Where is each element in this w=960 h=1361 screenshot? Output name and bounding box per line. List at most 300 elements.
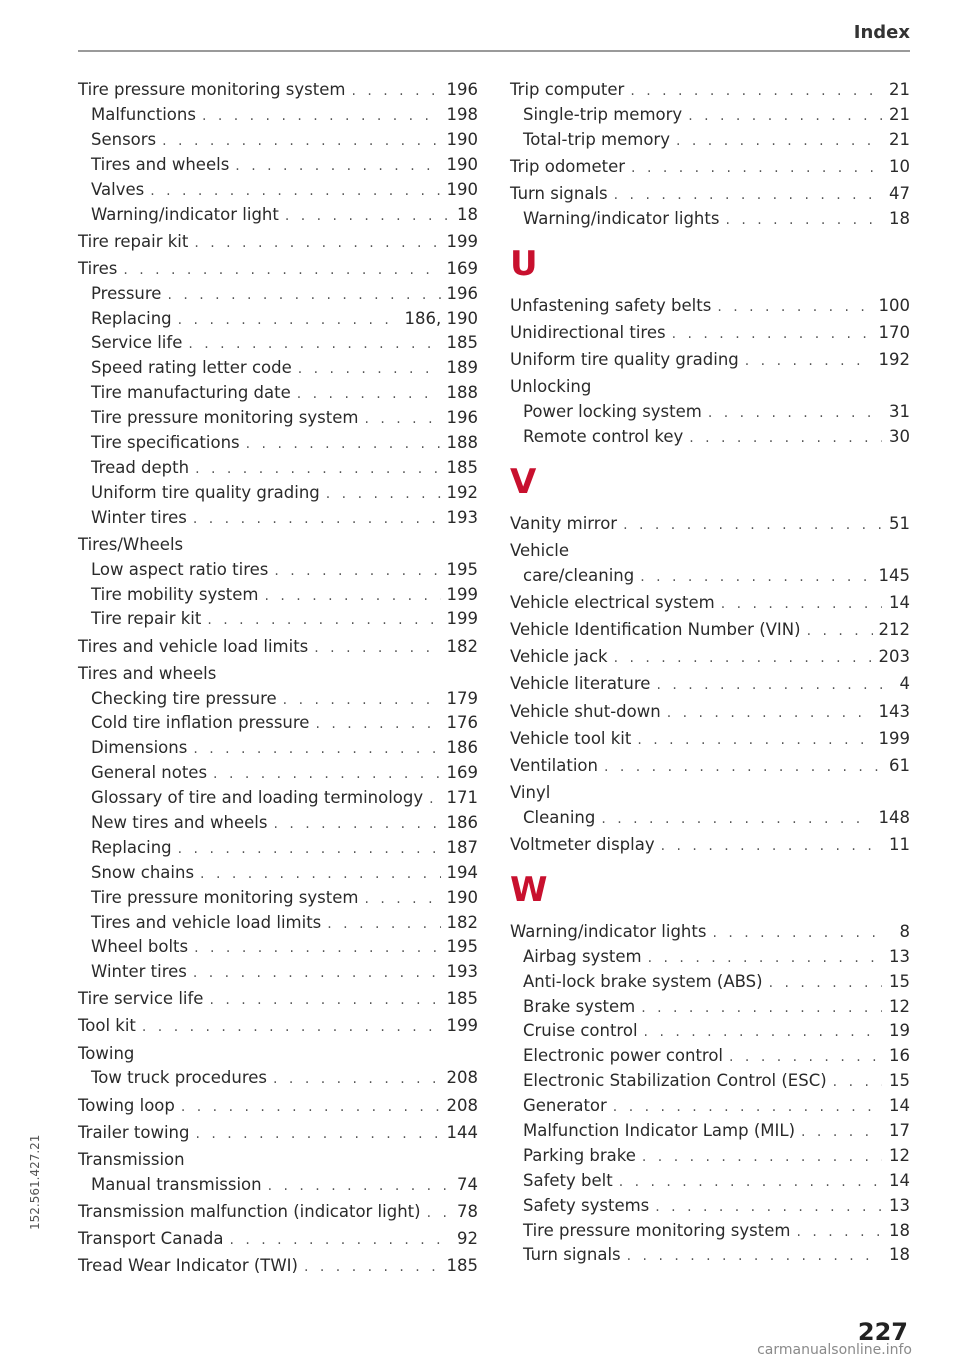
index-term: Power locking system bbox=[523, 402, 702, 422]
dot-leader bbox=[613, 1095, 882, 1120]
index-term: Trip computer bbox=[510, 80, 625, 100]
index-page-ref: 208 bbox=[446, 1068, 478, 1088]
dot-leader bbox=[364, 407, 440, 432]
dot-leader bbox=[627, 1244, 882, 1269]
index-page-ref: 193 bbox=[446, 962, 478, 982]
index-term: Turn signals bbox=[510, 184, 608, 204]
index-term: Tires and vehicle load limits bbox=[78, 636, 309, 656]
index-entry bbox=[78, 531, 478, 558]
dot-leader bbox=[655, 1195, 882, 1220]
index-term: Unlocking bbox=[510, 377, 592, 397]
dot-leader bbox=[265, 584, 441, 609]
index-page-ref: 189 bbox=[446, 358, 478, 378]
index-term: Tire pressure monitoring system bbox=[523, 1220, 791, 1240]
index-page-ref: 196 bbox=[446, 408, 478, 428]
index-subentry bbox=[510, 1019, 910, 1044]
index-term: Tire pressure monitoring system bbox=[91, 408, 359, 428]
index-term: Warning/indicator light bbox=[91, 204, 279, 224]
index-term: Tire specifications bbox=[91, 433, 240, 453]
index-page-ref: 199 bbox=[878, 728, 910, 748]
index-term: Generator bbox=[523, 1096, 607, 1116]
index-term: Airbag system bbox=[523, 946, 642, 966]
index-page-ref: 11 bbox=[889, 834, 910, 854]
index-term: Low aspect ratio tires bbox=[91, 559, 269, 579]
index-entry bbox=[78, 659, 478, 686]
index-page-ref: 31 bbox=[889, 402, 910, 422]
index-subentry bbox=[78, 861, 478, 886]
index-term: care/cleaning bbox=[523, 566, 635, 586]
index-term: Tires and wheels bbox=[78, 663, 217, 683]
dot-leader bbox=[207, 608, 440, 633]
index-entry bbox=[510, 346, 910, 373]
dot-leader bbox=[195, 1122, 440, 1147]
index-page-ref: 190 bbox=[446, 129, 478, 149]
index-term: Tire mobility system bbox=[91, 584, 259, 604]
index-subentry bbox=[78, 381, 478, 406]
dot-leader bbox=[167, 283, 440, 308]
dot-leader bbox=[193, 737, 440, 762]
dot-leader bbox=[162, 129, 440, 154]
index-page-ref: 15 bbox=[889, 971, 910, 991]
index-page-ref: 78 bbox=[457, 1201, 478, 1221]
index-term: Tire manufacturing date bbox=[91, 383, 291, 403]
index-page-ref: 15 bbox=[889, 1071, 910, 1091]
dot-leader bbox=[246, 432, 441, 457]
dot-leader bbox=[637, 728, 872, 753]
index-subentry bbox=[78, 583, 478, 608]
index-subentry bbox=[78, 761, 478, 786]
index-term: Winter tires bbox=[91, 962, 187, 982]
index-page-ref: 203 bbox=[878, 647, 910, 667]
index-term: Tread Wear Indicator (TWI) bbox=[78, 1255, 298, 1275]
index-term: Remote control key bbox=[523, 427, 684, 447]
index-subentry bbox=[78, 558, 478, 583]
index-term: Cleaning bbox=[523, 807, 596, 827]
dot-leader bbox=[314, 636, 440, 661]
dot-leader bbox=[644, 1020, 882, 1045]
dot-leader bbox=[631, 156, 882, 181]
index-entry bbox=[510, 319, 910, 346]
index-page-ref: 190 bbox=[446, 179, 478, 199]
index-entry bbox=[78, 1091, 478, 1118]
index-subentry bbox=[78, 960, 478, 985]
index-page-ref: 176 bbox=[446, 713, 478, 733]
dot-leader bbox=[178, 308, 399, 333]
dot-leader bbox=[193, 507, 441, 532]
dot-leader bbox=[807, 619, 873, 644]
header-rule bbox=[78, 50, 910, 52]
index-entry bbox=[510, 292, 910, 319]
index-subentry bbox=[78, 178, 478, 203]
index-term: Vehicle bbox=[510, 541, 570, 561]
index-term: Vehicle electrical system bbox=[510, 593, 715, 613]
index-term: Parking brake bbox=[523, 1145, 636, 1165]
index-term: Tire service life bbox=[78, 989, 204, 1009]
index-page-ref: 190 bbox=[446, 154, 478, 174]
dot-leader bbox=[661, 834, 882, 859]
index-term: Uniform tire quality grading bbox=[91, 482, 320, 502]
index-page-ref: 51 bbox=[889, 514, 910, 534]
index-subentry bbox=[510, 128, 910, 153]
index-term: Replacing bbox=[91, 308, 172, 328]
index-page-ref: 100 bbox=[878, 296, 910, 316]
index-page-ref: 199 bbox=[446, 584, 478, 604]
index-subentry bbox=[78, 911, 478, 936]
index-term: Dimensions bbox=[91, 738, 188, 758]
index-term: Transmission malfunction (indicator light) bbox=[78, 1201, 421, 1221]
index-subentry bbox=[78, 711, 478, 736]
index-term: Uniform tire quality grading bbox=[510, 350, 739, 370]
index-page-ref: 199 bbox=[446, 1016, 478, 1036]
index-term: Electronic power control bbox=[523, 1046, 724, 1066]
index-term: Tire repair kit bbox=[91, 609, 202, 629]
index-subentry bbox=[510, 207, 910, 232]
index-page-ref: 145 bbox=[878, 566, 910, 586]
index-subentry bbox=[78, 481, 478, 506]
index-term: Tires and wheels bbox=[91, 154, 230, 174]
index-page-ref: 194 bbox=[446, 862, 478, 882]
dot-leader bbox=[427, 1201, 450, 1226]
index-page-ref: 171 bbox=[446, 788, 478, 808]
dot-leader bbox=[351, 79, 440, 104]
dot-leader bbox=[273, 1067, 440, 1092]
index-term: Safety systems bbox=[523, 1195, 650, 1215]
index-letter-heading: V bbox=[510, 462, 537, 502]
index-subentry bbox=[510, 1069, 910, 1094]
index-page-ref: 186 bbox=[446, 812, 478, 832]
index-subentry bbox=[78, 331, 478, 356]
index-term: Safety belt bbox=[523, 1170, 613, 1190]
dot-leader bbox=[667, 701, 873, 726]
dot-leader bbox=[648, 946, 882, 971]
index-term: Tire repair kit bbox=[78, 231, 189, 251]
index-term: Turn signals bbox=[523, 1245, 621, 1265]
index-entry bbox=[510, 831, 910, 858]
dot-leader bbox=[619, 1170, 882, 1195]
index-page-ref: 169 bbox=[446, 258, 478, 278]
index-subentry bbox=[510, 564, 910, 589]
dot-leader bbox=[283, 688, 441, 713]
index-entry bbox=[78, 632, 478, 659]
index-page-ref: 186, 190 bbox=[404, 308, 478, 328]
index-term: Tires/Wheels bbox=[78, 534, 184, 554]
index-term: Transmission bbox=[78, 1149, 185, 1169]
index-subentry bbox=[78, 886, 478, 911]
index-term: Tires bbox=[78, 258, 118, 278]
index-entry bbox=[78, 228, 478, 255]
index-page-ref: 18 bbox=[889, 1220, 910, 1240]
index-subentry bbox=[78, 307, 478, 332]
index-page-ref: 195 bbox=[446, 559, 478, 579]
index-page-ref: 14 bbox=[889, 1170, 910, 1190]
dot-leader bbox=[833, 1070, 882, 1095]
index-term: Valves bbox=[91, 179, 145, 199]
index-entry bbox=[78, 985, 478, 1012]
index-page-ref: 196 bbox=[446, 283, 478, 303]
index-page-ref: 74 bbox=[457, 1174, 478, 1194]
page-number: 227 bbox=[857, 1318, 908, 1346]
dot-leader bbox=[801, 1120, 882, 1145]
dot-leader bbox=[688, 104, 882, 129]
index-term: Vinyl bbox=[510, 782, 551, 802]
dot-leader bbox=[193, 961, 441, 986]
index-term: Unfastening safety belts bbox=[510, 296, 712, 316]
index-term: Cruise control bbox=[523, 1021, 638, 1041]
index-page-ref: 21 bbox=[889, 105, 910, 125]
index-page-ref: 196 bbox=[446, 80, 478, 100]
dot-leader bbox=[273, 812, 440, 837]
index-term: Checking tire pressure bbox=[91, 688, 277, 708]
dot-leader bbox=[689, 426, 882, 451]
dot-leader bbox=[656, 673, 882, 698]
index-term: Towing bbox=[78, 1043, 135, 1063]
dot-leader bbox=[194, 231, 440, 256]
index-page-ref: 30 bbox=[889, 427, 910, 447]
index-page-ref: 18 bbox=[457, 204, 478, 224]
index-term: Tool kit bbox=[78, 1016, 136, 1036]
index-page-ref: 12 bbox=[889, 996, 910, 1016]
dot-leader bbox=[181, 1095, 441, 1120]
dot-leader bbox=[268, 1174, 450, 1199]
index-entry bbox=[510, 510, 910, 537]
index-entry bbox=[510, 373, 910, 400]
index-entry bbox=[78, 1145, 478, 1172]
dot-leader bbox=[630, 79, 882, 104]
index-entry bbox=[78, 1118, 478, 1145]
dot-leader bbox=[297, 382, 441, 407]
dot-leader bbox=[229, 1228, 450, 1253]
index-entry bbox=[78, 1225, 478, 1252]
dot-leader bbox=[304, 1255, 441, 1280]
index-page-ref: 188 bbox=[446, 433, 478, 453]
index-term: Trip odometer bbox=[510, 157, 626, 177]
index-term: Tire pressure monitoring system bbox=[91, 887, 359, 907]
index-term: General notes bbox=[91, 763, 208, 783]
index-term: Tread depth bbox=[91, 457, 190, 477]
index-page-ref: 92 bbox=[457, 1228, 478, 1248]
index-term: Tires and vehicle load limits bbox=[91, 912, 322, 932]
index-entry bbox=[510, 589, 910, 616]
index-term: Anti-lock brake system (ABS) bbox=[523, 971, 763, 991]
index-term: Glossary of tire and loading terminology bbox=[91, 788, 424, 808]
index-entry bbox=[510, 153, 910, 180]
index-subentry bbox=[78, 836, 478, 861]
dot-leader bbox=[642, 1145, 882, 1170]
index-subentry bbox=[78, 506, 478, 531]
index-subentry bbox=[510, 1094, 910, 1119]
index-subentry bbox=[78, 607, 478, 632]
index-page-ref: 182 bbox=[446, 912, 478, 932]
index-subentry bbox=[510, 1119, 910, 1144]
dot-leader bbox=[712, 921, 882, 946]
dot-leader bbox=[150, 179, 440, 204]
index-term: Trailer towing bbox=[78, 1122, 190, 1142]
document-code: 152.561.427.21 bbox=[28, 1134, 42, 1230]
index-page-ref: 185 bbox=[446, 989, 478, 1009]
index-term: Voltmeter display bbox=[510, 834, 655, 854]
index-subentry bbox=[78, 356, 478, 381]
index-page-ref: 14 bbox=[889, 593, 910, 613]
index-page-ref: 21 bbox=[889, 80, 910, 100]
index-subentry bbox=[78, 203, 478, 228]
index-term: Sensors bbox=[91, 129, 157, 149]
dot-leader bbox=[209, 988, 440, 1013]
index-entry bbox=[78, 76, 478, 103]
index-page-ref: 186 bbox=[446, 738, 478, 758]
index-page-ref: 195 bbox=[446, 937, 478, 957]
dot-leader bbox=[721, 592, 882, 617]
index-page-ref: 208 bbox=[446, 1095, 478, 1115]
index-subentry bbox=[78, 128, 478, 153]
index-entry bbox=[510, 724, 910, 751]
section-title: Index bbox=[853, 22, 910, 43]
index-subentry bbox=[510, 1219, 910, 1244]
dot-leader bbox=[326, 482, 441, 507]
index-page-ref: 144 bbox=[446, 1122, 478, 1142]
index-page-ref: 169 bbox=[446, 763, 478, 783]
index-term: Malfunctions bbox=[91, 105, 196, 125]
index-subentry bbox=[510, 103, 910, 128]
index-term: Vehicle tool kit bbox=[510, 728, 632, 748]
index-subentry bbox=[78, 736, 478, 761]
index-page-ref: 143 bbox=[878, 701, 910, 721]
index-term: Tire pressure monitoring system bbox=[78, 80, 346, 100]
index-page-ref: 182 bbox=[446, 636, 478, 656]
dot-leader bbox=[614, 183, 882, 208]
index-term: Unidirectional tires bbox=[510, 323, 666, 343]
index-term: Transport Canada bbox=[78, 1228, 224, 1248]
index-subentry bbox=[510, 945, 910, 970]
index-page-ref: 10 bbox=[889, 157, 910, 177]
index-term: Snow chains bbox=[91, 862, 195, 882]
index-term: Warning/indicator lights bbox=[510, 921, 707, 941]
index-subentry bbox=[510, 1169, 910, 1194]
index-term: Pressure bbox=[91, 283, 162, 303]
index-page-ref: 17 bbox=[889, 1120, 910, 1140]
dot-leader bbox=[315, 712, 440, 737]
index-term: Winter tires bbox=[91, 507, 187, 527]
index-entry bbox=[510, 180, 910, 207]
index-column-right bbox=[510, 76, 910, 1268]
index-page-ref: 170 bbox=[878, 323, 910, 343]
index-term: Speed rating letter code bbox=[91, 358, 292, 378]
index-entry bbox=[510, 643, 910, 670]
index-subentry bbox=[78, 1173, 478, 1198]
dot-leader bbox=[285, 204, 450, 229]
index-subentry bbox=[510, 970, 910, 995]
index-page-ref: 185 bbox=[446, 1255, 478, 1275]
index-entry bbox=[510, 670, 910, 697]
index-subentry bbox=[78, 811, 478, 836]
index-subentry bbox=[510, 425, 910, 450]
index-subentry bbox=[510, 995, 910, 1020]
index-term: Total-trip memory bbox=[523, 129, 670, 149]
index-entry bbox=[510, 779, 910, 806]
index-entry bbox=[510, 616, 910, 643]
index-page-ref: 188 bbox=[446, 383, 478, 403]
index-subentry bbox=[510, 400, 910, 425]
index-term: New tires and wheels bbox=[91, 812, 268, 832]
index-page-ref: 193 bbox=[446, 507, 478, 527]
index-subentry bbox=[78, 687, 478, 712]
index-term: Vanity mirror bbox=[510, 514, 618, 534]
dot-leader bbox=[142, 1015, 441, 1040]
index-term: Replacing bbox=[91, 837, 172, 857]
index-page-ref: 13 bbox=[889, 946, 910, 966]
index-entry bbox=[78, 1012, 478, 1039]
index-page-ref: 18 bbox=[889, 209, 910, 229]
index-subentry bbox=[78, 282, 478, 307]
index-page-ref: 185 bbox=[446, 333, 478, 353]
index-letter-heading: U bbox=[510, 243, 538, 284]
index-page-ref: 8 bbox=[899, 921, 910, 941]
dot-leader bbox=[364, 887, 440, 912]
index-page-ref: 18 bbox=[889, 1245, 910, 1265]
index-term: Tow truck procedures bbox=[91, 1068, 268, 1088]
index-page-ref: 148 bbox=[878, 807, 910, 827]
index-subentry bbox=[78, 456, 478, 481]
index-page-ref: 16 bbox=[889, 1046, 910, 1066]
index-term: Brake system bbox=[523, 996, 636, 1016]
dot-leader bbox=[274, 559, 440, 584]
index-term: Vehicle jack bbox=[510, 647, 608, 667]
index-entry bbox=[510, 752, 910, 779]
dot-leader bbox=[676, 129, 882, 154]
index-term: Towing loop bbox=[78, 1095, 175, 1115]
dot-leader bbox=[623, 513, 882, 538]
index-subentry bbox=[78, 103, 478, 128]
index-subentry bbox=[78, 431, 478, 456]
index-page-ref: 185 bbox=[446, 457, 478, 477]
index-page-ref: 179 bbox=[446, 688, 478, 708]
index-page-ref: 12 bbox=[889, 1145, 910, 1165]
dot-leader bbox=[178, 837, 441, 862]
index-entry bbox=[510, 537, 910, 564]
index-subentry bbox=[78, 786, 478, 811]
dot-leader bbox=[429, 787, 440, 812]
index-page-ref: 4 bbox=[899, 674, 910, 694]
dot-leader bbox=[717, 295, 872, 320]
dot-leader bbox=[123, 258, 440, 283]
dot-leader bbox=[327, 912, 440, 937]
index-term: Vehicle shut-down bbox=[510, 701, 661, 721]
index-entry bbox=[510, 76, 910, 103]
index-page-ref: 199 bbox=[446, 609, 478, 629]
index-page-ref: 14 bbox=[889, 1096, 910, 1116]
index-page-ref: 190 bbox=[446, 887, 478, 907]
dot-leader bbox=[604, 755, 882, 780]
dot-leader bbox=[640, 565, 872, 590]
dot-leader bbox=[725, 208, 882, 233]
index-term: Malfunction Indicator Lamp (MIL) bbox=[523, 1120, 796, 1140]
dot-leader bbox=[641, 996, 882, 1021]
index-subentry bbox=[78, 406, 478, 431]
dot-leader bbox=[202, 104, 441, 129]
dot-leader bbox=[200, 862, 440, 887]
index-page-ref: 19 bbox=[889, 1021, 910, 1041]
index-page-ref: 21 bbox=[889, 129, 910, 149]
index-entry bbox=[510, 697, 910, 724]
index-page-ref: 212 bbox=[878, 620, 910, 640]
index-page-ref: 187 bbox=[446, 837, 478, 857]
index-term: Electronic Stabilization Control (ESC) bbox=[523, 1071, 827, 1091]
dot-leader bbox=[796, 1220, 882, 1245]
index-entry bbox=[78, 1197, 478, 1224]
index-term: Service life bbox=[91, 333, 183, 353]
index-column-left bbox=[78, 76, 478, 1279]
index-page-ref: 61 bbox=[889, 755, 910, 775]
index-subentry bbox=[510, 1243, 910, 1268]
